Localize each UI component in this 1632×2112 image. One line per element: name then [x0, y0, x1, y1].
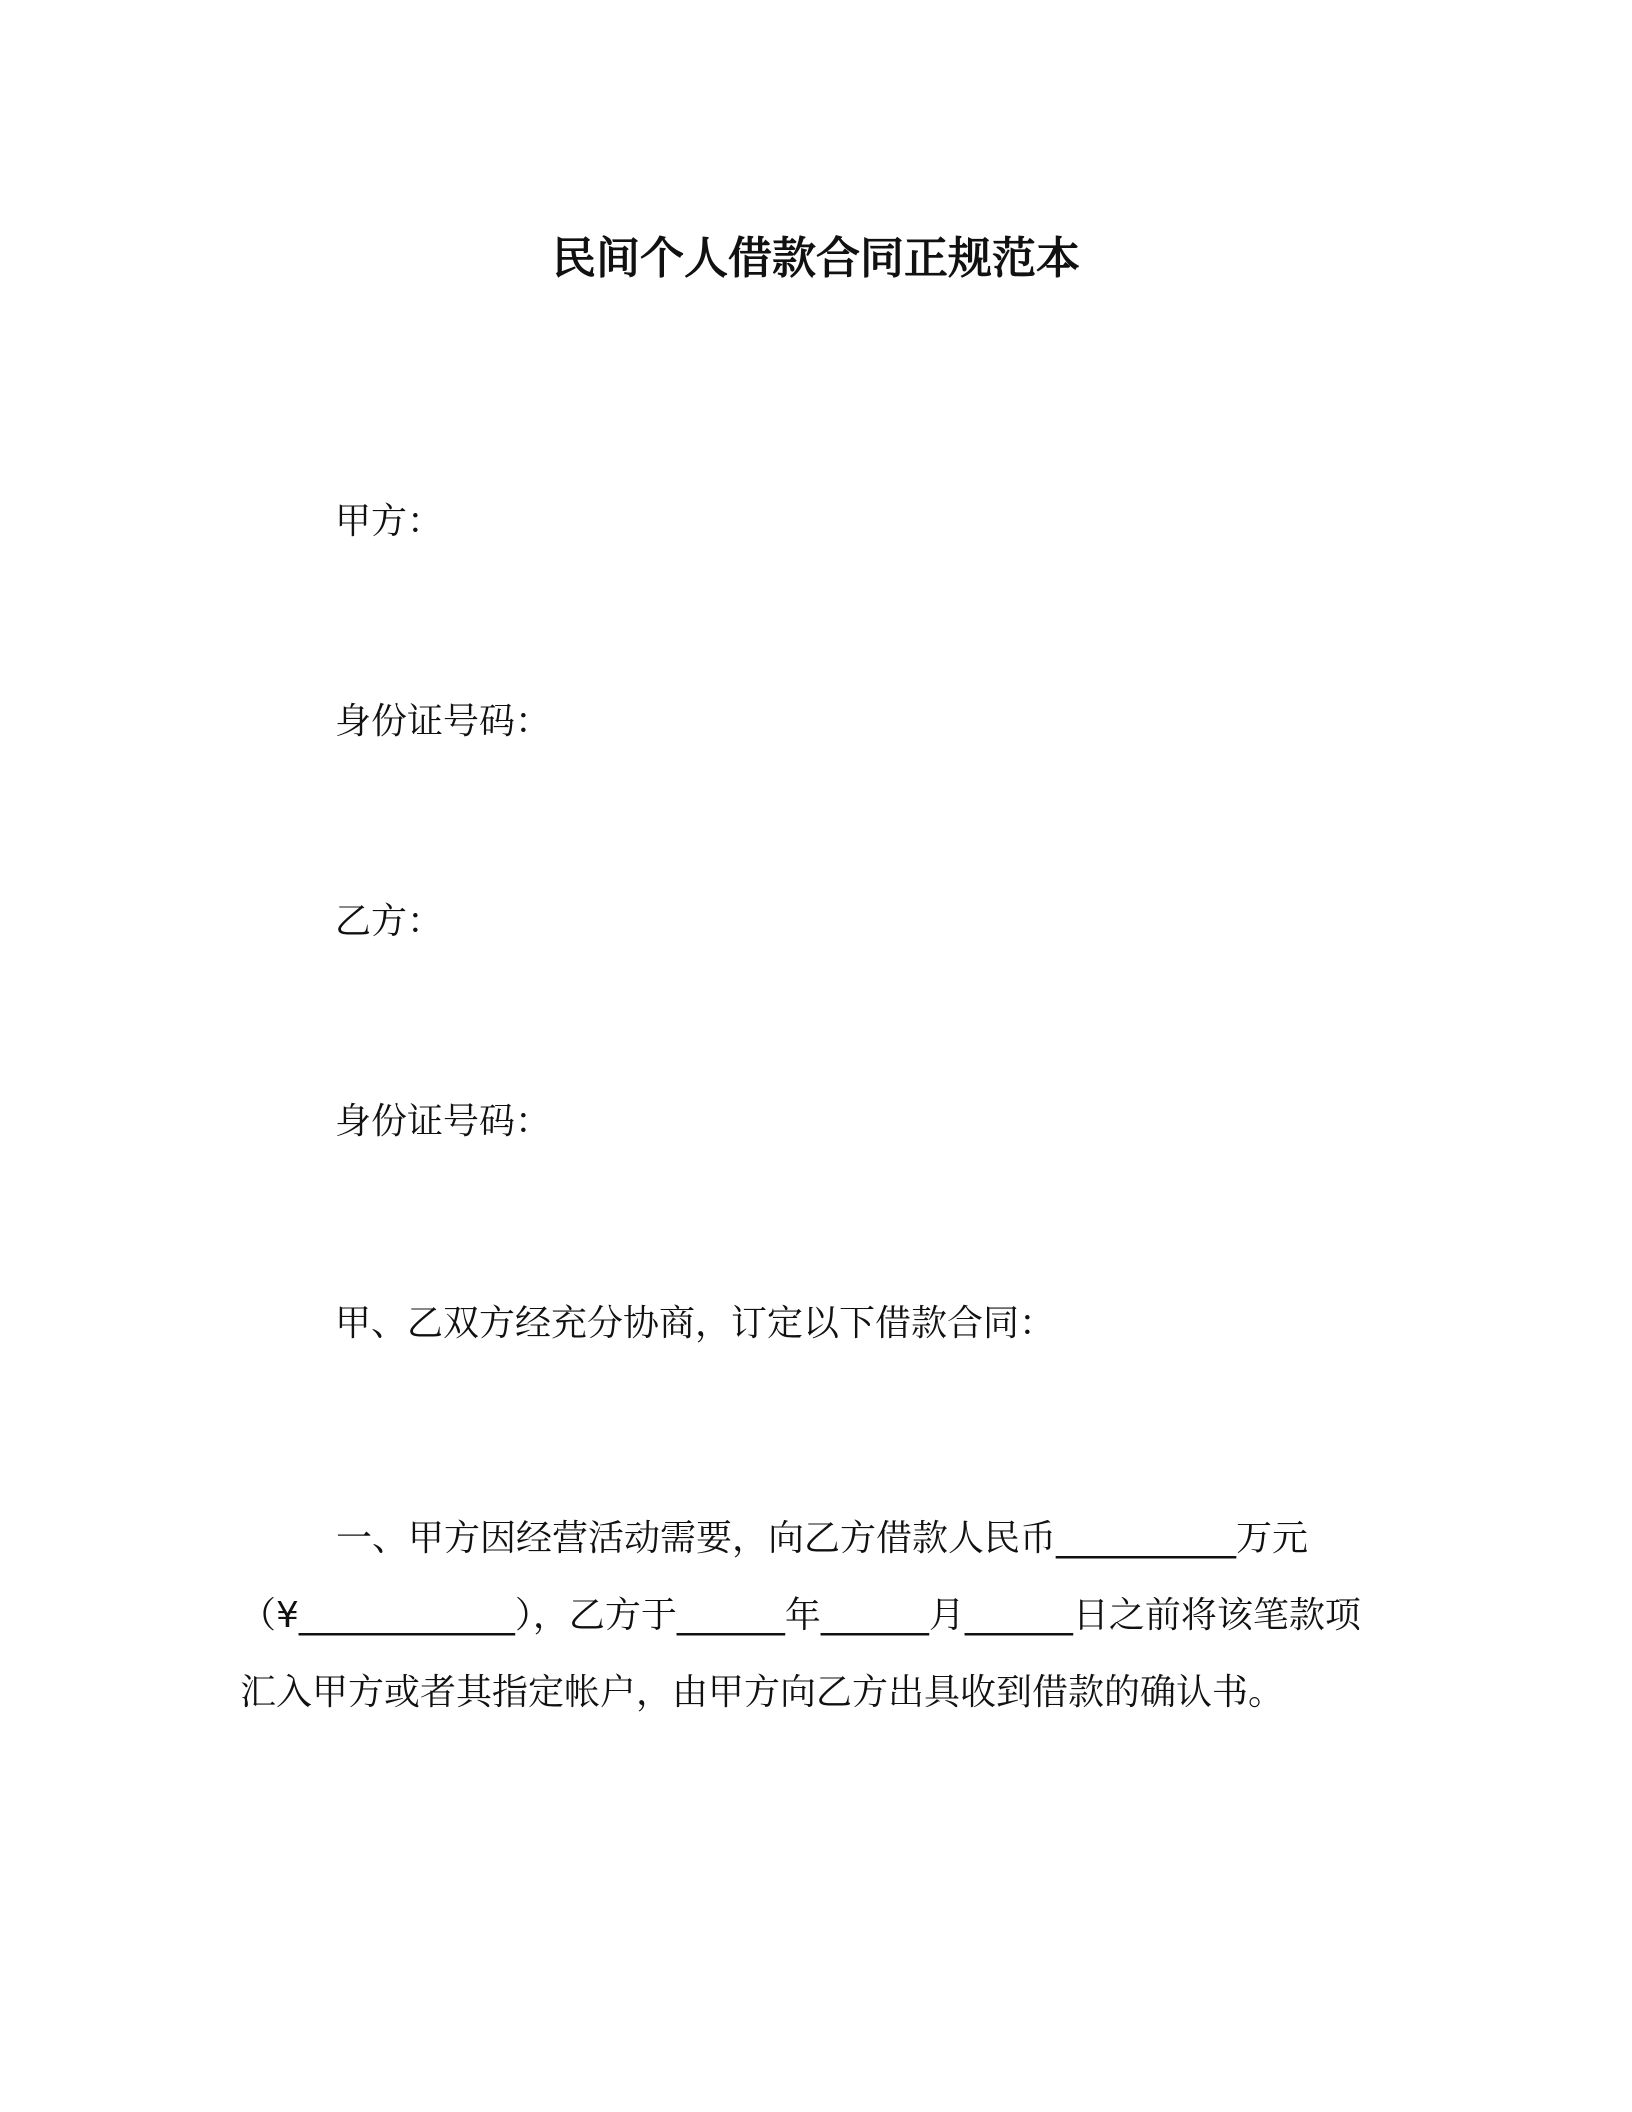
party-b-label: 乙方： [335, 901, 444, 942]
document-title: 民间个人借款合同正规范本 [552, 233, 1080, 284]
party-a-label: 甲方： [335, 501, 444, 542]
party-a-id-label: 身份证号码： [335, 701, 552, 742]
contract-intro: 甲、乙双方经充分协商，订定以下借款合同： [335, 1303, 1056, 1344]
party-b-id-label: 身份证号码： [335, 1101, 552, 1142]
clause-1-paragraph: 一、甲方因经营活动需要，向乙方借款人民币__________万元（¥____________），乙方于______年______月______日之前将该笔款项汇入甲方或者其指定帐户，由甲方向乙方出具收到借款的确认书。 [240, 1518, 1361, 1713]
